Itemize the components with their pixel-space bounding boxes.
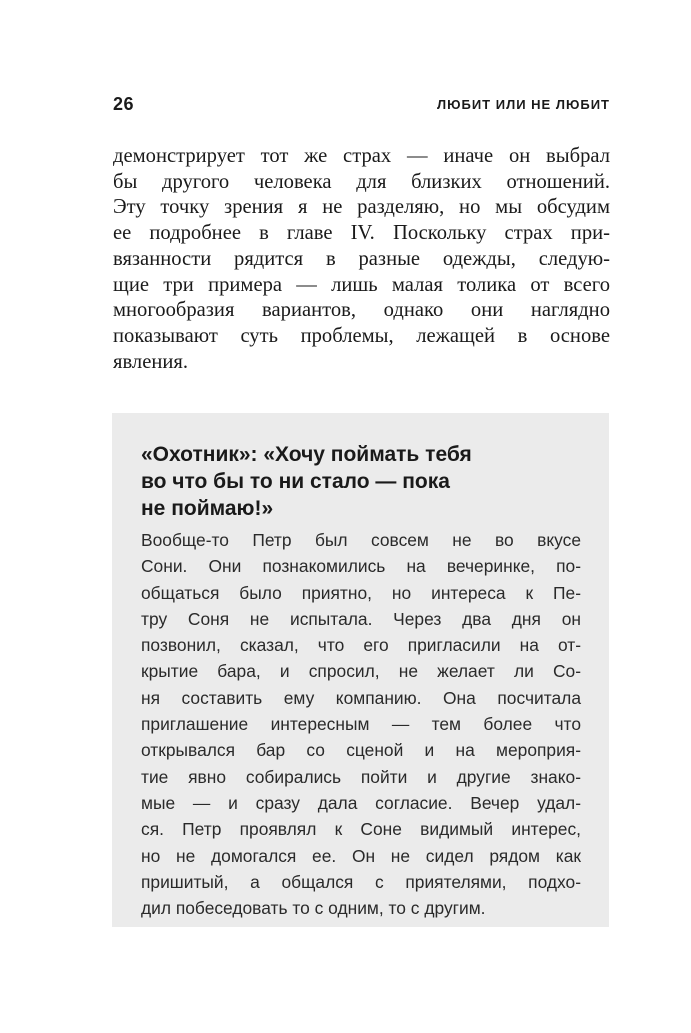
sidebar-line: ня составить ему компанию. Она посчитала xyxy=(141,687,581,708)
sidebar-box xyxy=(112,413,609,927)
sidebar-title-line: не поймаю!» xyxy=(141,497,274,520)
sidebar-line: позвонил, сказал, что его пригласили на от- xyxy=(141,635,581,656)
body-line: ее подробнее в главе IV. Поскольку страх при- xyxy=(113,222,610,245)
body-line: многообразия вариантов, однако они наглядно xyxy=(113,299,610,322)
page-number: 26 xyxy=(113,94,135,114)
sidebar-line: ся. Петр проявлял к Соне видимый интерес, xyxy=(141,819,581,840)
sidebar-title xyxy=(141,441,581,522)
body-line: показывают суть проблемы, лежащей в основе xyxy=(113,324,610,347)
page-header xyxy=(113,94,610,118)
sidebar-line: общаться было приятно, но интереса к Пе- xyxy=(141,582,581,603)
sidebar-paragraph xyxy=(141,527,581,921)
running-title: ЛЮБИТ ИЛИ НЕ ЛЮБИТ xyxy=(436,97,610,112)
sidebar-line: мые — и сразу дала согласие. Вечер удал- xyxy=(141,792,581,813)
sidebar-title-line: «Охотник»: «Хочу поймать тебя xyxy=(141,443,472,466)
sidebar-line: тие явно собирались пойти и другие знако- xyxy=(141,766,581,787)
body-line: щие три примера — лишь малая толика от всего xyxy=(113,273,610,296)
body-line: бы другого человека для близких отношений. xyxy=(113,170,610,193)
sidebar-line: но не домогался ее. Он не сидел рядом как xyxy=(141,845,581,866)
sidebar-line: крытие бара, и спросил, не желает ли Со- xyxy=(141,661,581,682)
sidebar-line: пришитый, а общался с приятелями, подхо- xyxy=(141,871,581,892)
body-line: демонстрирует тот же страх — иначе он выбрал xyxy=(113,145,610,167)
body-line: явления. xyxy=(113,350,189,373)
sidebar-line: дил побеседовать то с одним, то с другим. xyxy=(141,898,486,919)
sidebar-line: тру Соня не испытала. Через два дня он xyxy=(141,608,581,629)
sidebar-line: приглашение интересным — тем более что xyxy=(141,714,581,735)
body-line: вязанности рядится в разные одежды, следую- xyxy=(113,247,610,270)
sidebar-line: открывался бар со сценой и на мероприя- xyxy=(141,740,581,761)
sidebar-line: Сони. Они познакомились на вечеринке, по- xyxy=(141,556,581,577)
sidebar-line: Вообще-то Петр был совсем не во вкусе xyxy=(141,530,581,550)
sidebar-title-line: во что бы то ни стало — пока xyxy=(141,470,450,493)
body-paragraph xyxy=(113,144,610,375)
body-line: Эту точку зрения я не разделяю, но мы обсудим xyxy=(113,196,610,219)
